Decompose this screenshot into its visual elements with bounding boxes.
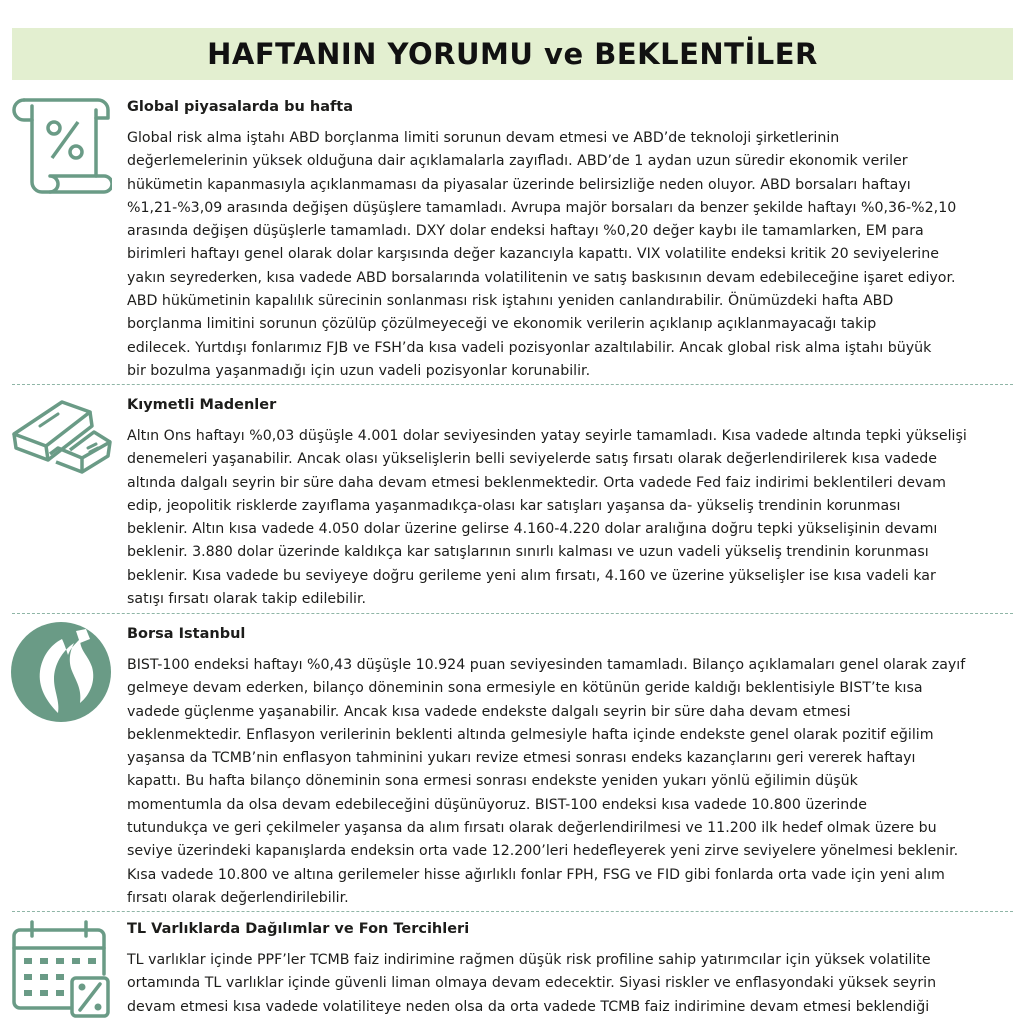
text-line: yaşansa da TCMB’nin enflasyon tahminini yukarı revize etmesi sonrası endeks kazançlarını geri vererek haftayı: [127, 750, 916, 767]
text-line: Altın Ons haftayı %0,03 düşüşle 4.001 dolar seviyesinden yatay seyirle tamamladı. Kısa vadede altında tepki yükselişi: [127, 428, 967, 444]
text-line: beklenir. Kısa vadede bu seviyeye doğru gerileme yeni alım fırsatı, 4.160 ve üzerine yükselişler ise kısa vadeli kar: [127, 567, 936, 584]
section-divider: [12, 911, 1013, 912]
section-divider: [12, 613, 1013, 614]
text-line: bir bozulma yaşanmadığı için uzun vadeli pozisyonlar korunabilir.: [127, 362, 591, 379]
section-heading-precious-metals: Kıymetli Madenler: [127, 397, 277, 413]
text-line: altında dalgalı seyrin bir süre daha devam etmesi beklenmektedir. Orta vadede Fed faiz indirimi beklentileri devam: [127, 474, 946, 491]
text-line: değerlemelerinin yüksek olduğuna dair açıklamalarla zayıfladı. ABD’de 1 aydan uzun süredir ekonomik veriler: [127, 153, 908, 170]
text-line: BIST-100 endeksi haftayı %0,43 düşüşle 10.924 puan seviyesinden tamamladı. Bilanço açıklamaları genel olarak zayıf: [127, 657, 966, 673]
text-line: edilecek. Yurtdışı fonlarımız FJB ve FSH’da kısa vadeli pozisyonlar azaltılabilir. Ancak global risk alma iştahı büyük: [127, 339, 932, 356]
text-line: kapattı. Bu hafta bilanço döneminin sona ermesi sonrası endekste yeniden yukarı yönlü eğilimin düşük: [127, 773, 858, 790]
percent-scroll-icon: [10, 96, 112, 198]
text-line: beklenir. Altın kısa vadede 4.050 dolar üzerine gelirse 4.160-4.220 dolar aralığına doğru tepki yükselişinin devamı: [127, 521, 938, 538]
text-line: hükümetin kapanmasıyla açıklanmaması da piyasalar üzerinde belirsizliğe neden oluyor. ABD borsaları haftayı: [127, 176, 911, 193]
text-line: momentumla da olsa devam edebileceğini düşünüyoruz. BIST-100 endeksi kısa vadede 10.800 üzerinde: [127, 796, 868, 813]
text-line: satışı fırsatı olarak takip edilebilir.: [127, 591, 367, 608]
calendar-percent-icon: [10, 918, 114, 1022]
text-line: denemeleri yaşanabilir. Ancak olası yükselişlerin belli seviyelerde satış fırsatı olarak değerlendirilerek kısa vadede: [127, 451, 937, 468]
text-line: tutundukça ve geri çekilmeler yaşansa da alım fırsatı olarak değerlendirilmesi ve 11.200 ilk hedef olmak üzere bu: [127, 820, 937, 837]
section-heading-global: Global piyasalarda bu hafta: [127, 99, 354, 115]
tulip-logo-icon: [10, 621, 112, 723]
text-line: borçlanma limitini sorunun çözülüp çözülmeyeceği ve ekonomik verilerin açıklanıp açıklanmayacağı takip: [127, 316, 877, 333]
text-line: %1,21-%3,09 arasında değişen düşüşlere tamamladı. Avrupa majör borsaları da benzer şekilde haftayı %0,36-%2,10: [127, 199, 957, 216]
section-heading-tl-assets: TL Varlıklarda Dağılımlar ve Fon Tercihleri: [127, 921, 470, 937]
page-title-banner: [12, 28, 1013, 80]
text-line: vadede güçlenme yaşanabilir. Ancak kısa vadede endekste dalgalı seyrin bir süre daha devam etmesi: [127, 703, 851, 720]
text-line: birimleri haftayı genel olarak dolar karşısında değer kazancıyla kapattı. VIX volatilite endeksi kritik 20 seviyelerine: [127, 246, 939, 263]
text-line: gelmeye devam ederken, bilanço döneminin sona ermesiyle en kötünün geride kaldığı beklentisiyle BIST’te kısa: [127, 680, 923, 697]
text-line: beklenir. 3.880 dolar üzerinde kaldıkça kar satışlarının sınırlı kalması ve uzun vadeli yükseliş trendinin korunması: [127, 544, 929, 561]
text-line: beklenmektedir. Enflasyon verilerinin beklenti altında gelmesiyle hafta içinde endekste genel olarak pozitif eğilim: [127, 726, 934, 743]
text-line: yakın seyrederken, kısa vadede ABD borsalarında volatilitenin ve satış baskısının devam edebileceğine işaret ediyor.: [127, 269, 956, 286]
gold-bars-icon: [10, 392, 114, 478]
section-body-precious-metals: [127, 425, 1017, 611]
text-line: ABD hükümetinin kapalılık sürecinin sonlanması risk iştahını yeniden canlandırabilir. Önümüzdeki hafta ABD: [127, 293, 894, 310]
text-line: seviye üzerindeki kapanışlarda endeksin orta vade 12.200’leri hedefleyerek yeni zirve seviyelere yönelmesi beklenir.: [127, 843, 959, 860]
text-line: TL varlıklar içinde PPF’ler TCMB faiz indirimine rağmen düşük risk profiline sahip yatırımcılar için yüksek volatilite: [127, 952, 931, 968]
text-line: Global risk alma iştahı ABD borçlanma limiti sorunun devam etmesi ve ABD’de teknoloji şirketlerinin: [127, 130, 840, 146]
section-body-global: [127, 127, 1017, 383]
text-line: edip, jeopolitik risklerde zayıflama yaşanmadıkça-olası kar satışları yaşansa da- yükseliş trendinin korunması: [127, 497, 901, 514]
text-line: fırsatı olarak değerlendirilebilir.: [127, 889, 349, 906]
section-body-borsa-istanbul: [127, 654, 1017, 910]
text-line: ortamında TL varlıklar içinde güvenli liman olmaya devam edecektir. Siyasi riskler ve enflasyondaki yüksek seyrin: [127, 975, 937, 992]
section-body-tl-assets: [127, 949, 1017, 1019]
text-line: devam etmesi kısa vadede volatiliteye neden olsa da orta vadede TCMB faiz indirimine devam etmesi beklendiği: [127, 998, 930, 1015]
text-line: Kısa vadede 10.800 ve altına gerilemeler hisse ağırlıklı fonlar FPH, FSG ve FID gibi fonlarda orta vade için yeni alım: [127, 866, 945, 883]
section-divider: [12, 384, 1013, 385]
text-line: arasında değişen düşüşlerle tamamladı. DXY dolar endeksi haftayı %0,20 değer kaybı ile tamamlarken, EM para: [127, 223, 924, 240]
page-title: HAFTANIN YORUMU ve BEKLENTİLER: [207, 37, 818, 71]
section-heading-borsa-istanbul: Borsa Istanbul: [127, 626, 246, 642]
